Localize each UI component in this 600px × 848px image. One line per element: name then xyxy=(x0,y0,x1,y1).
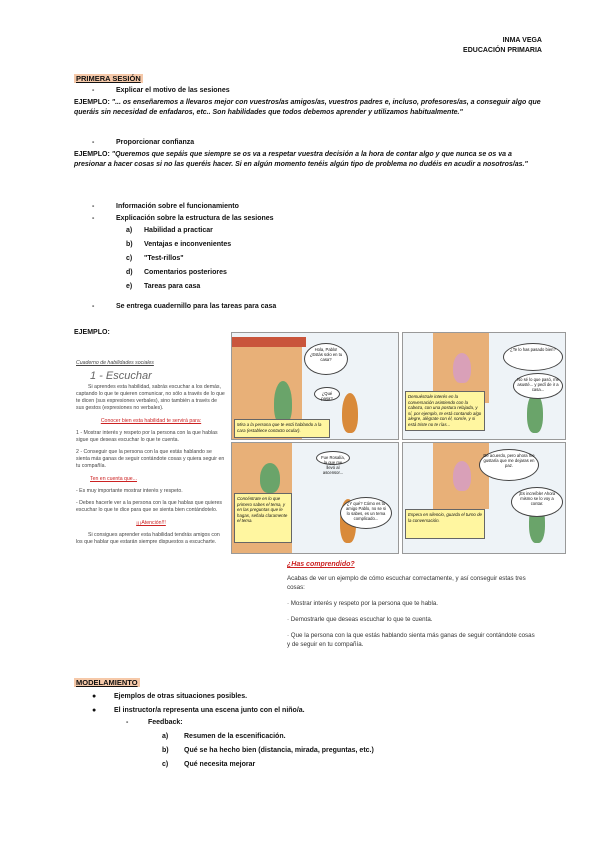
structure-item xyxy=(126,254,231,268)
comprehension-point: · Demostrarle que deseas escuchar lo que te cuenta. xyxy=(287,616,433,623)
item-estructura: - Explicación sobre la estructura de las sesiones xyxy=(92,215,274,222)
caption-box: Espera en silencio, guarda el turno de la conversación. xyxy=(405,509,485,539)
department: EDUCACIÓN PRIMARIA xyxy=(463,47,542,54)
modeling-bullet-text: El instructor/a representa una escena junto con el niño/a. xyxy=(114,707,305,714)
structure-text: Ventajas e inconvenientes xyxy=(144,241,232,248)
comic-panel-3 xyxy=(231,442,399,554)
feedback-label-text: Feedback: xyxy=(148,719,183,726)
structure-letter: b) xyxy=(126,241,133,248)
speech-bubble: Hola, Pablo! ¿Estás solo en tu casa? xyxy=(304,343,348,375)
example-1-label: EJEMPLO: xyxy=(74,99,110,106)
worksheet-attention: ¡¡¡Atención!!! xyxy=(136,520,166,526)
modeling-bullet: ● El instructor/a representa una escena junto con el niño/a. xyxy=(92,707,305,714)
speech-bubble: ¿Y qué? Cómo es tu amigo Pablo, no se si lo sabes, es un tema complicado... xyxy=(340,497,392,529)
comprehension-title: ¿Has comprendido? xyxy=(287,561,355,568)
worksheet-title: 1 - Escuchar xyxy=(90,370,152,382)
structure-item xyxy=(126,268,231,282)
comic-panel-2 xyxy=(402,332,566,440)
modeling-bullet-text: Ejemplos de otras situaciones posibles. xyxy=(114,693,248,700)
structure-item xyxy=(126,240,231,254)
speech-bubble: ¿Te lo has pasado bien? xyxy=(503,343,563,371)
example-2-text: "Queremos que sepáis que siempre se os va a respetar vuestra decisión a la hora de contar algo y que nunca se os va a presionar a hacer cosas si no las queréis hacer. Si en algún momento tenéis algún tipo de problema no dudéis en acudir a nosotros/as." xyxy=(74,151,528,168)
comprehension-point: · Mostrar interés y respeto por la persona que te habla. xyxy=(287,600,438,607)
worksheet-point-1: 1 - Mostrar interés y respeto por la persona con la que hablas sigue que deseas escuchar lo que te cuenta. xyxy=(76,430,218,443)
modeling-title xyxy=(74,678,140,687)
worksheet-header: Cuaderno de habilidades sociales xyxy=(76,360,154,366)
speech-bubble: ¿Qué pasa? xyxy=(314,387,340,401)
roof-illustration xyxy=(232,337,306,347)
item-cuadernillo: - Se entrega cuadernillo para las tareas para casa xyxy=(92,303,277,310)
comprehension-block xyxy=(287,560,535,649)
speech-bubble: Fue Rosalía, la que me llevó al ascensor... xyxy=(316,451,350,465)
item-funcionamiento-text: Información sobre el funcionamiento xyxy=(116,203,239,210)
item-motivo-text: Explicar el motivo de las sesiones xyxy=(116,87,230,94)
feedback-item xyxy=(162,732,374,746)
child-figure xyxy=(342,393,358,433)
structure-list xyxy=(126,226,231,296)
item-estructura-text: Explicación sobre la estructura de las sesiones xyxy=(116,215,274,222)
example-2-label: EJEMPLO: xyxy=(74,151,110,158)
worksheet-point-2: 2 - Conseguir que la persona con la que estás hablando se sienta más ganas de seguir contándote cosas y quiera seguir en tu compañía. xyxy=(76,449,225,469)
child-figure xyxy=(260,463,280,493)
feedback-item xyxy=(162,746,374,760)
modeling-bullet: ● Ejemplos de otras situaciones posibles. xyxy=(92,693,248,700)
child-figure xyxy=(527,393,543,433)
feedback-label: - Feedback: xyxy=(126,719,183,726)
feedback-item xyxy=(162,760,374,774)
feedback-text: Qué necesita mejorar xyxy=(184,761,256,768)
worksheet-tips-title: Ten en cuenta que... xyxy=(90,476,138,482)
header-block xyxy=(463,36,542,56)
comic-panel-4 xyxy=(402,442,566,554)
child-figure xyxy=(453,461,471,491)
worksheet xyxy=(76,360,226,546)
section-title xyxy=(74,74,143,83)
worksheet-tip-1: - Es muy importante mostrar interés y respeto. xyxy=(76,488,183,494)
structure-item xyxy=(126,226,231,240)
worksheet-intro: Si aprendes esta habilidad, sabrás escuchar a los demás, captando lo que te quieren comunicar, no sólo a través de lo que te dicen (sus expresiones verbales), sino también a través de sus gestos (expresiones no verbales). xyxy=(76,384,225,411)
comic-panel-1 xyxy=(231,332,399,440)
structure-letter: e) xyxy=(126,283,133,290)
example-2 xyxy=(74,150,544,170)
structure-text: "Test-rillos" xyxy=(144,255,184,262)
speech-bubble: De acuerdo, pero ahora me gustaría que me dejaras en paz. xyxy=(479,449,539,481)
example-1-text: "... os enseñaremos a llevaros mejor con vuestros/as amigos/as, vuestros padres e, incluso, profesores/as, a conseguir algo que queráis sin necesidad de enfadaros, etc.. Son habilidades que todos debemos aprender y utilizamos habitualmente." xyxy=(74,99,541,116)
structure-item xyxy=(126,282,231,296)
modeling-title-text: MODELAMIENTO xyxy=(76,678,138,687)
item-confianza: - Proporcionar confianza xyxy=(92,139,195,146)
structure-text: Tareas para casa xyxy=(144,283,201,290)
speech-bubble: ¡Es increíble! Ahora mismo se lo voy a contar. xyxy=(511,487,563,517)
structure-letter: a) xyxy=(126,227,133,234)
caption-box: Mira a la persona que te está hablando a la cara (establece contacto ocular). xyxy=(234,419,330,438)
item-funcionamiento: - Información sobre el funcionamiento xyxy=(92,203,239,210)
feedback-letter: a) xyxy=(162,733,169,740)
caption-box: Demuéstrale interés en la conversación asintiendo con la cabeza, con una postura relajada, y sí, por ejemplo, te está contando algo alegre, alégrate con él, sonríe, y si está triste no te rías... xyxy=(405,391,485,431)
example-label: EJEMPLO: xyxy=(74,329,110,336)
feedback-text: Resumen de la escenificación. xyxy=(184,733,286,740)
structure-text: Comentarios posteriores xyxy=(144,269,227,276)
feedback-letter: b) xyxy=(162,747,169,754)
feedback-text: Qué se ha hecho bien (distancia, mirada, preguntas, etc.) xyxy=(184,747,374,754)
item-confianza-text: Proporcionar confianza xyxy=(116,139,195,146)
feedback-letter: c) xyxy=(162,761,169,768)
item-motivo: - Explicar el motivo de las sesiones xyxy=(92,87,230,94)
item-cuadernillo-text: Se entrega cuadernillo para las tareas para casa xyxy=(116,303,277,310)
structure-letter: d) xyxy=(126,269,133,276)
worksheet-howto: Conocer bien esta habilidad te servirá para: xyxy=(100,418,202,424)
author-name: INMA VEGA xyxy=(502,37,542,44)
example-1 xyxy=(74,98,544,118)
comprehension-intro: Acabas de ver un ejemplo de cómo escuchar correctamente, y así conseguir estas tres cosas: xyxy=(287,575,526,591)
comprehension-point: · Que la persona con la que estás hablando sienta más ganas de seguir contándote cosas y de seguir en tu compañía. xyxy=(287,632,535,648)
structure-letter: c) xyxy=(126,255,133,262)
section-title-text: PRIMERA SESIÓN xyxy=(76,74,141,83)
worksheet-tip-2: - Debes hacerle ver a la persona con la que hablas que quieres escuchar lo que te dice para que se sienta bien contándotelo. xyxy=(76,500,222,513)
structure-text: Habilidad a practicar xyxy=(144,227,213,234)
speech-bubble: No sé lo que pasó, me asusté... y pedí de ir a casa... xyxy=(513,373,563,399)
caption-box: Concéntrate en lo que primero sabes el tema, y en las preguntas que le hagas, señala claramente el tema. xyxy=(234,493,292,543)
child-figure xyxy=(453,353,471,383)
feedback-list xyxy=(162,732,374,774)
worksheet-outro: Si consigues aprender esta habilidad tendrás amigos con los que hablar que estarán siempre dispuestos a escucharte. xyxy=(76,532,220,545)
